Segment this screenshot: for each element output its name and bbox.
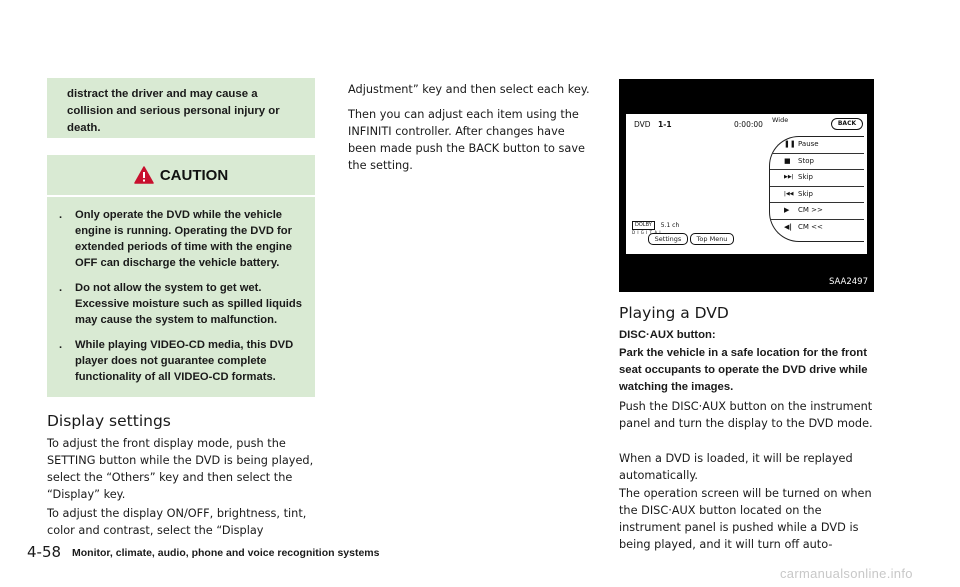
caution-item: . While playing VIDEO-CD media, this DVD player does not guarantee complete functionality of all VIDEO-CD formats. — [59, 339, 294, 383]
warning-text: distract the driver and may cause a collision and serious personal injury or death. — [67, 88, 280, 134]
caution-item: . Do not allow the system to get wet. Excessive moisture such as spilled liquids may cause the system to malfunction. — [59, 282, 302, 326]
caution-item: . Only operate the DVD while the vehicle engine is running. Operating the DVD for extended periods of time with the engine OFF can discharge the vehicle battery. — [59, 209, 292, 269]
display-settings-para-2-cont: Adjustment” key and then select each key. — [348, 83, 590, 96]
warning-box-tail — [47, 78, 315, 138]
screen-status-bar — [626, 114, 867, 134]
time-label: 0:00:00 — [734, 120, 763, 129]
dvd-screen — [626, 114, 867, 254]
menu-item-cm-forward[interactable]: ▶ CM >> — [770, 203, 864, 220]
caution-header — [47, 155, 315, 195]
watermark: carmanualsonline.info — [780, 566, 913, 581]
playback-menu — [769, 136, 864, 242]
menu-item-stop[interactable]: ■ Stop — [770, 154, 864, 171]
dvd-screen-figure — [619, 79, 874, 292]
caution-label: CAUTION — [159, 166, 229, 184]
settings-button[interactable]: Settings — [648, 233, 688, 245]
aspect-label: Wide — [772, 116, 789, 124]
track-label: 1-1 — [658, 120, 672, 129]
playing-para-3: The operation screen will be turned on when the DISC·AUX button located on the instrument panel is pushed while a DVD is being played, and it will turn off auto- — [619, 487, 872, 551]
stop-icon: ■ — [784, 156, 791, 165]
warning-triangle-icon — [134, 166, 154, 184]
display-settings-heading: Display settings — [47, 412, 171, 430]
menu-item-pause[interactable]: ❚❚ Pause — [770, 137, 864, 154]
menu-item-cm-back[interactable]: ◀| CM << — [770, 220, 864, 236]
menu-item-skip-forward[interactable]: ▶▶| Skip — [770, 170, 864, 187]
dolby-badge: DOLBY — [632, 221, 655, 230]
caution-body — [47, 197, 315, 397]
dolby-subtitle: D I G I T A L — [632, 230, 663, 235]
cm-back-icon: ◀| — [784, 222, 792, 231]
channels-label: 5.1 ch — [660, 222, 680, 229]
skip-forward-icon: ▶▶| — [784, 174, 794, 180]
caution-list — [47, 207, 315, 385]
playing-para-2: When a DVD is loaded, it will be replayed automatically. — [619, 452, 853, 482]
disc-aux-label: DISC·AUX button: — [619, 329, 716, 341]
playing-para-1: Push the DISC·AUX button on the instrument panel and turn the display to the DVD mode. — [619, 400, 873, 430]
page-number: 4-58 — [27, 543, 62, 561]
menu-item-skip-back[interactable]: |◀◀ Skip — [770, 187, 864, 204]
display-settings-para-2: To adjust the display ON/OFF, brightness, tint, color and contrast, select the “Display — [47, 507, 307, 537]
mode-label: DVD — [634, 120, 651, 129]
display-settings-para-3: Then you can adjust each item using the INFINITI controller. After changes have been made push the BACK button to save the setting. — [348, 108, 585, 172]
back-button[interactable]: BACK — [831, 118, 863, 130]
top-menu-button[interactable]: Top Menu — [690, 233, 734, 245]
skip-back-icon: |◀◀ — [784, 190, 794, 197]
cm-forward-icon: ▶ — [784, 206, 790, 214]
figure-code: SAA2497 — [828, 277, 868, 287]
footer-title: Monitor, climate, audio, phone and voice recognition systems — [72, 547, 380, 559]
playing-dvd-heading: Playing a DVD — [619, 304, 729, 322]
pause-icon: ❚❚ — [784, 140, 796, 148]
safety-note: Park the vehicle in a safe location for the front seat occupants to operate the DVD drive while watching the images. — [619, 347, 868, 393]
display-settings-para-1: To adjust the front display mode, push the SETTING button while the DVD is being played, select the “Others” key and then select the “Display” key. — [47, 437, 314, 501]
